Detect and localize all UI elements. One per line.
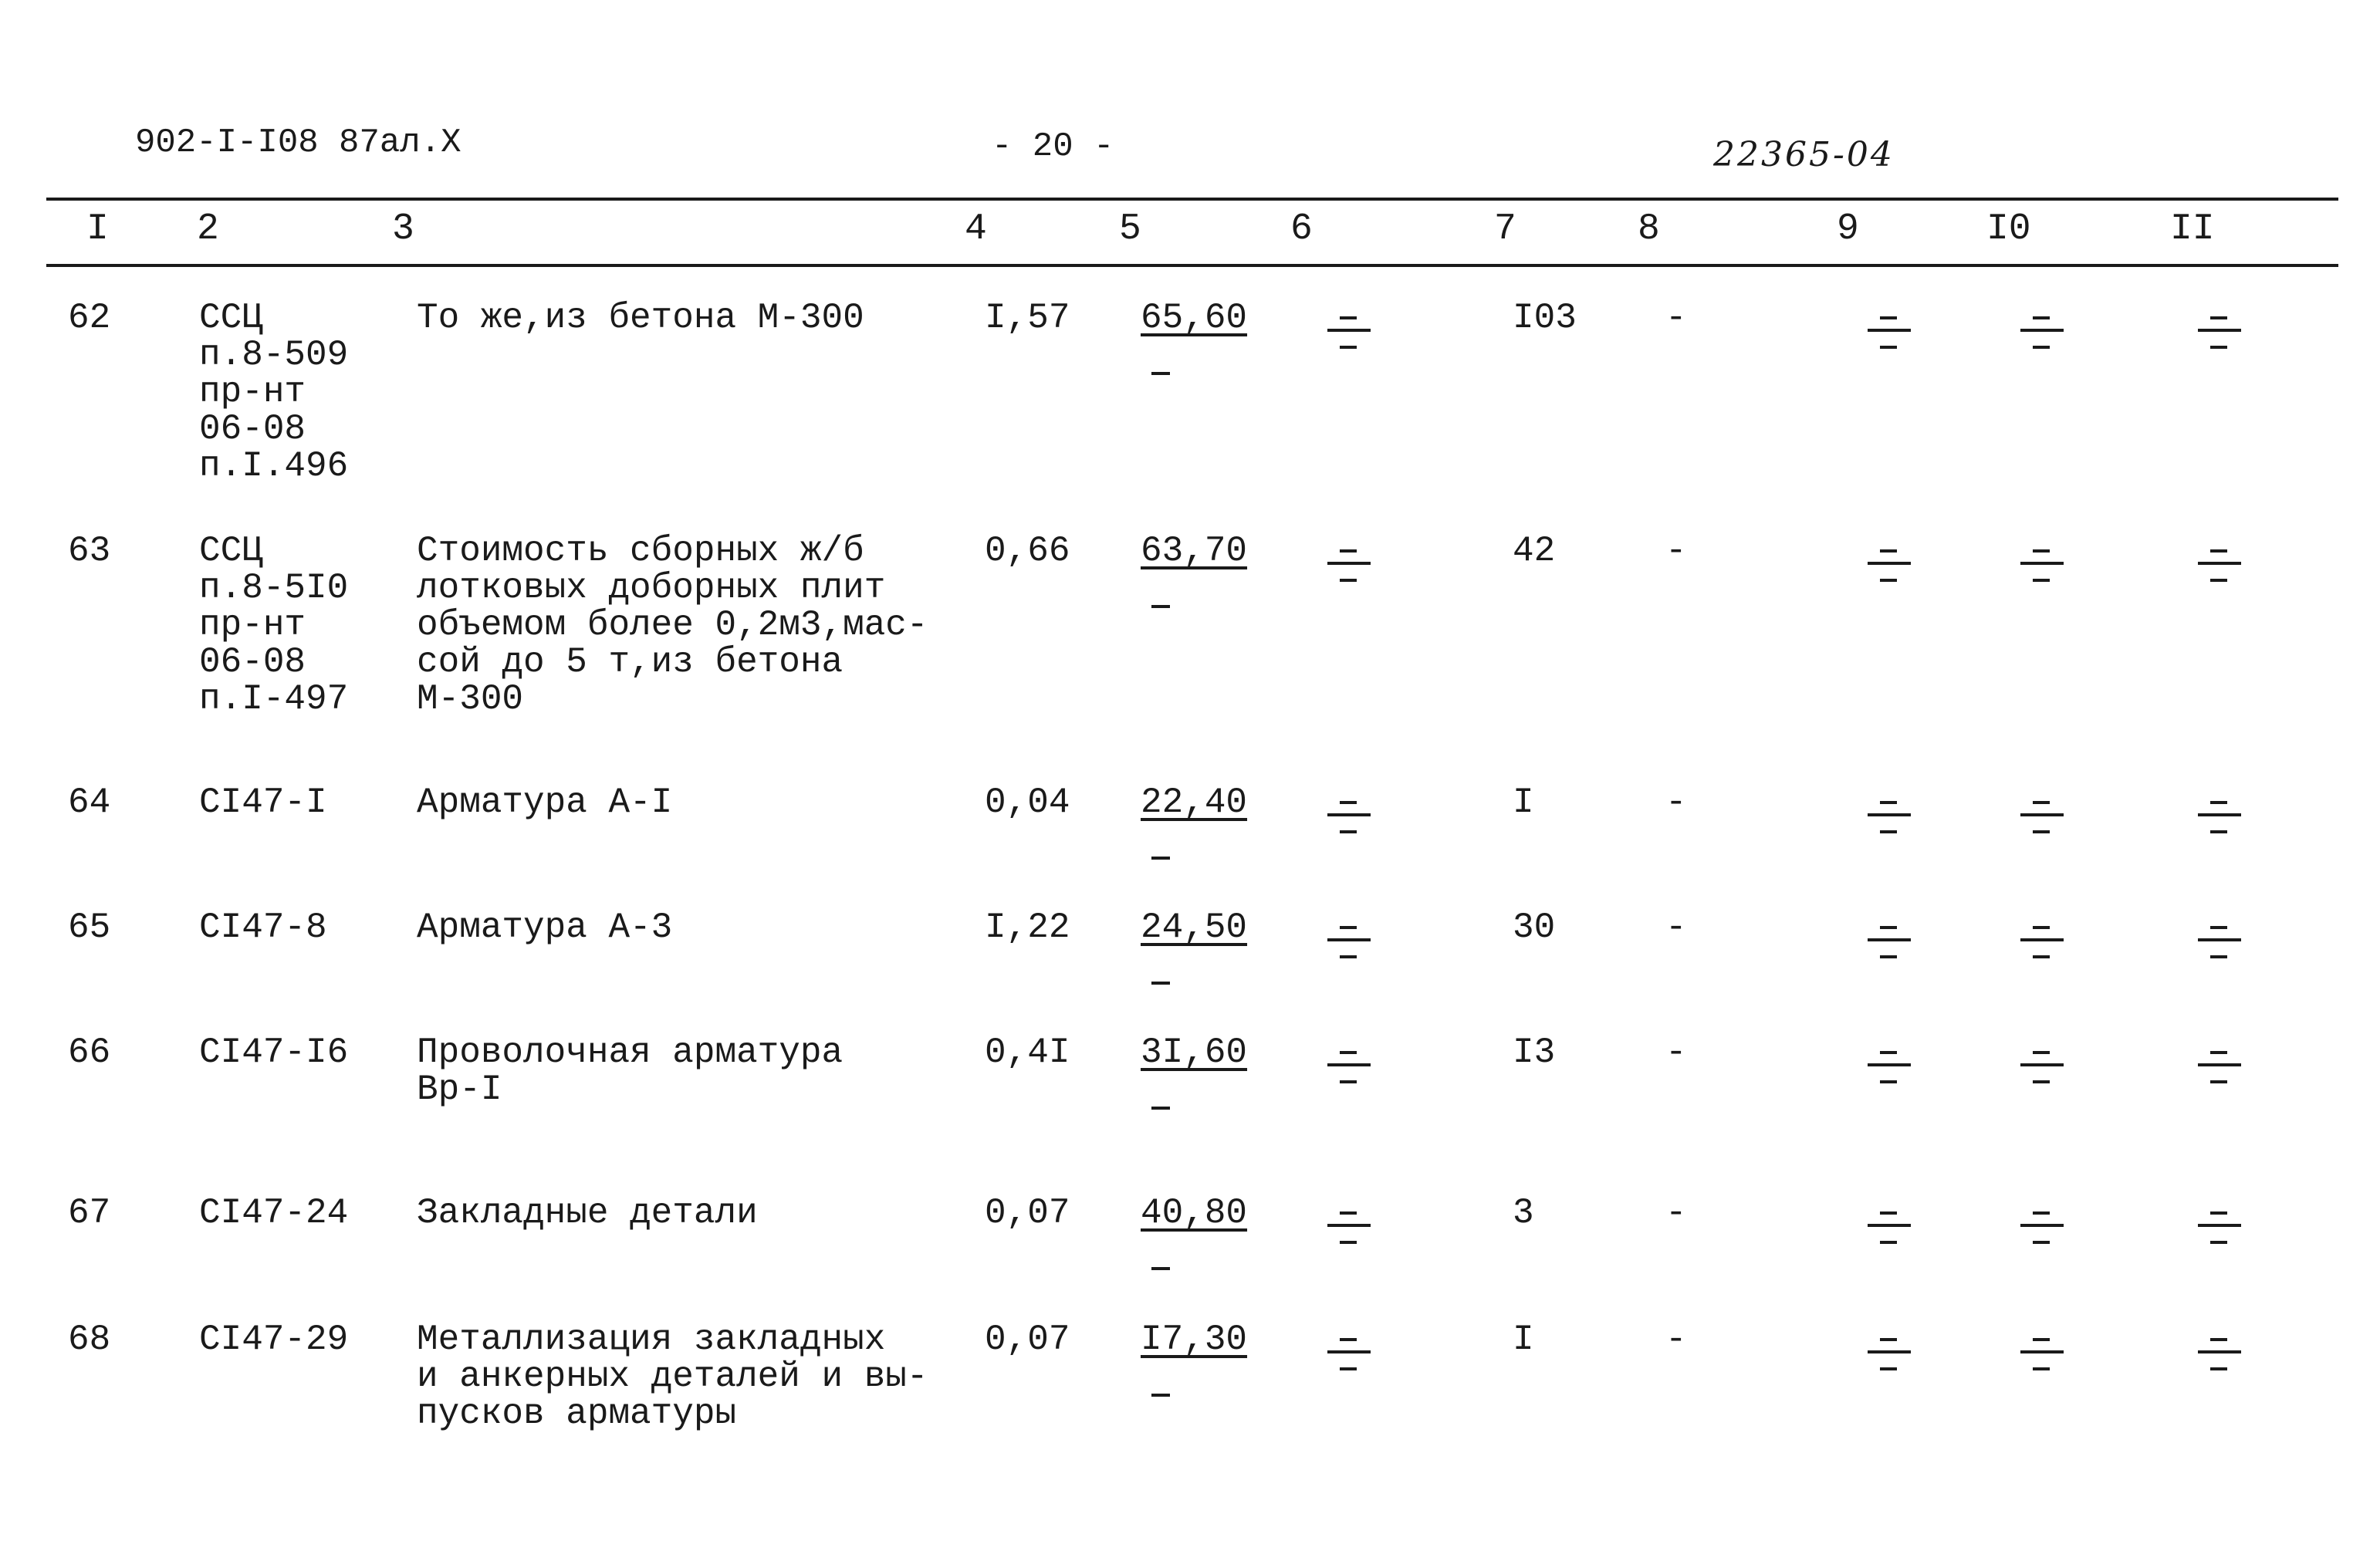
unit-price: I7,30 [1141, 1320, 1248, 1360]
dash-fraction-icon [2020, 299, 2067, 353]
normative-code: СI47-I6 [199, 1032, 349, 1073]
price-dash [1151, 372, 1170, 375]
price-dash [1151, 1267, 1170, 1270]
dash-fraction-icon [1327, 532, 1374, 586]
price-dash [1151, 982, 1170, 985]
dash-fraction-icon [1868, 532, 1914, 586]
row-number: 68 [68, 1320, 111, 1360]
column-8-value: - [1665, 782, 1687, 823]
quantity: 0,4I [985, 1032, 1070, 1073]
column-8-value: - [1665, 907, 1687, 948]
normative-code: СI47-24 [199, 1193, 349, 1233]
normative-code: СI47-8 [199, 907, 327, 948]
total-cost: I [1513, 1320, 1534, 1360]
row-number: 67 [68, 1193, 111, 1233]
column-header: 9 [1837, 208, 1859, 250]
header-bottom-rule [46, 264, 2338, 267]
dash-fraction-icon [2198, 532, 2244, 586]
column-header: II [2170, 208, 2215, 250]
row-number: 65 [68, 907, 111, 948]
dash-fraction-icon [1868, 909, 1914, 963]
column-header: 2 [197, 208, 219, 250]
column-header: 7 [1494, 208, 1516, 250]
dash-fraction-icon [1868, 784, 1914, 838]
quantity: I,22 [985, 907, 1070, 948]
quantity: 0,07 [985, 1320, 1070, 1360]
dash-fraction-icon [1327, 1195, 1374, 1249]
column-header: I [86, 208, 109, 250]
dash-fraction-icon [1868, 1321, 1914, 1375]
dash-fraction-icon [2020, 1321, 2067, 1375]
dash-fraction-icon [2198, 299, 2244, 353]
dash-fraction-icon [1868, 299, 1914, 353]
row-number: 64 [68, 782, 111, 823]
total-cost: I [1513, 782, 1534, 823]
row-number: 62 [68, 298, 111, 338]
document-code: 902-I-I08 87ал.X [135, 123, 461, 162]
unit-price: 63,70 [1141, 531, 1248, 571]
normative-code: СI47-I [199, 782, 327, 823]
price-dash [1151, 1107, 1170, 1110]
column-8-value: - [1665, 1032, 1687, 1073]
column-header: I0 [1986, 208, 2031, 250]
dash-fraction-icon [2198, 784, 2244, 838]
price-dash [1151, 605, 1170, 608]
normative-code: ССЦ п.8-5I0 пр-нт 06-08 п.I-497 [199, 531, 349, 719]
archive-number: 22365-04 [1713, 135, 1895, 174]
dash-fraction-icon [1327, 1321, 1374, 1375]
column-header: 5 [1119, 208, 1141, 250]
unit-price: 65,60 [1141, 298, 1248, 338]
dash-fraction-icon [1327, 909, 1374, 963]
quantity: 0,04 [985, 782, 1070, 823]
price-dash [1151, 857, 1170, 860]
column-8-value: - [1665, 1320, 1687, 1360]
price-dash [1151, 1394, 1170, 1397]
total-cost: I3 [1513, 1032, 1556, 1073]
column-8-value: - [1665, 531, 1687, 571]
row-number: 63 [68, 531, 111, 571]
work-description: Проволочная арматура Вр-I [417, 1032, 844, 1110]
dash-fraction-icon [2198, 909, 2244, 963]
normative-code: ССЦ п.8-509 пр-нт 06-08 п.I.496 [199, 298, 349, 486]
column-8-value: - [1665, 298, 1687, 338]
dash-fraction-icon [1327, 299, 1374, 353]
dash-fraction-icon [2198, 1195, 2244, 1249]
dash-fraction-icon [2020, 909, 2067, 963]
work-description: Стоимость сборных ж/б лотковых доборных плит объемом более 0,2м3,мас- сой до 5 т,из бетона М-300 [417, 531, 928, 719]
unit-price: 24,50 [1141, 907, 1248, 948]
dash-fraction-icon [1327, 784, 1374, 838]
total-cost: 3 [1513, 1193, 1534, 1233]
dash-fraction-icon [2020, 1034, 2067, 1088]
total-cost: 42 [1513, 531, 1556, 571]
dash-fraction-icon [2198, 1034, 2244, 1088]
unit-price: 40,80 [1141, 1193, 1248, 1233]
column-header: 4 [965, 208, 987, 250]
table-top-rule [46, 198, 2338, 201]
work-description: Металлизация закладных и анкерных деталей и вы- пусков арматуры [417, 1320, 928, 1434]
work-description: Закладные детали [417, 1193, 758, 1233]
unit-price: 22,40 [1141, 782, 1248, 823]
dash-fraction-icon [1868, 1195, 1914, 1249]
total-cost: I03 [1513, 298, 1577, 338]
dash-fraction-icon [2020, 532, 2067, 586]
column-header: 8 [1638, 208, 1660, 250]
quantity: I,57 [985, 298, 1070, 338]
dash-fraction-icon [2198, 1321, 2244, 1375]
quantity: 0,66 [985, 531, 1070, 571]
dash-fraction-icon [1327, 1034, 1374, 1088]
work-description: То же,из бетона М-300 [417, 298, 864, 338]
page-number: - 20 - [992, 127, 1114, 166]
dash-fraction-icon [2020, 784, 2067, 838]
work-description: Арматура А-3 [417, 907, 673, 948]
dash-fraction-icon [2020, 1195, 2067, 1249]
total-cost: 30 [1513, 907, 1556, 948]
column-header: 6 [1290, 208, 1313, 250]
quantity: 0,07 [985, 1193, 1070, 1233]
work-description: Арматура А-I [417, 782, 673, 823]
row-number: 66 [68, 1032, 111, 1073]
column-8-value: - [1665, 1193, 1687, 1233]
unit-price: 3I,60 [1141, 1032, 1248, 1073]
column-header: 3 [392, 208, 414, 250]
normative-code: СI47-29 [199, 1320, 349, 1360]
dash-fraction-icon [1868, 1034, 1914, 1088]
